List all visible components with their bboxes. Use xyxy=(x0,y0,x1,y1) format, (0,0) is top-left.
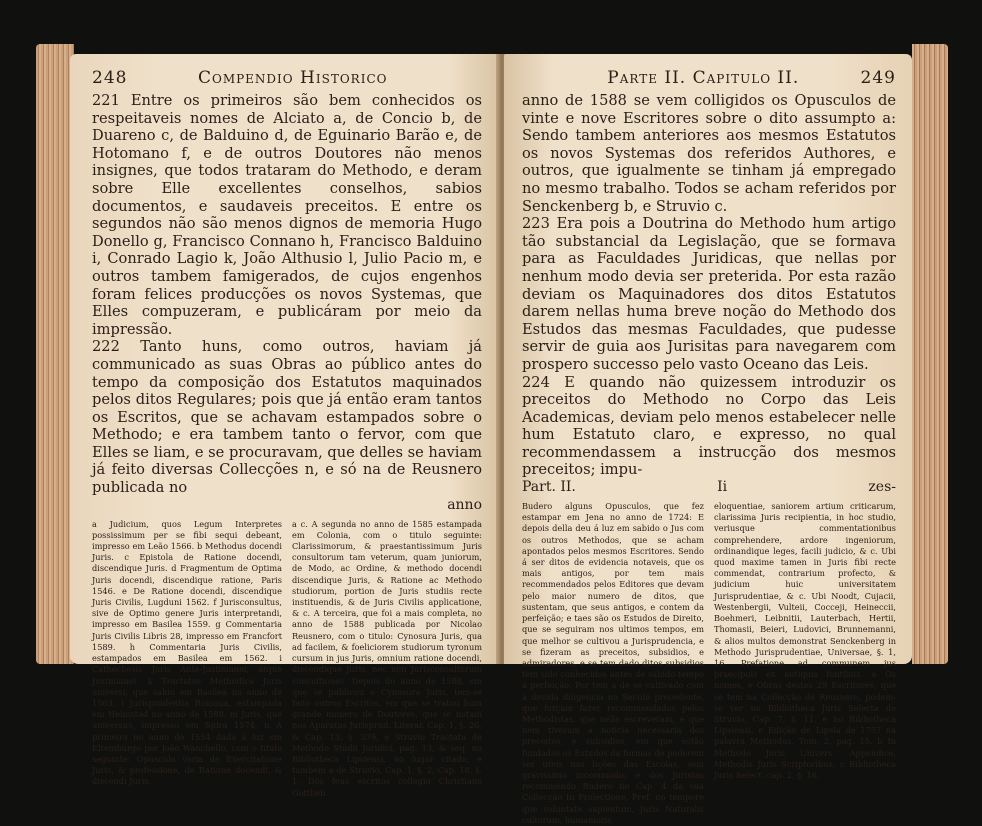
page-edges-left xyxy=(36,44,74,664)
right-footnotes-col2: eloquentiae, saniorem artium criticarum, clarissima Juris recipientia, in hoc studio, veriusque commentationibus comprehendere, ardore ingeniorum, ordinandique leges, facili judicio, & c. Ubi quod maxime tamen in Juris fibi recte commendat, contrarium profecto, & judicium huic universitatem Jurisprudentiae, & c. Ubi Noodt, Cujacii, Westenbergii, Vulteii, Cocceji, Heineccii, Boehmeri, Leibnitii, Lauterbach, Hertii, Thomasii, Beieri, Ludovici, Brunnemanni, & alios multos demonstrat Senckenberg in Methodo Jurisprudentiae, Universae, §. 1, 16. Prefatione ad communem jus praecipuis ex antiquis fontibus. a Os nomes, e Obras destes 29 Escritores, que se tem na Collecção de Reusnero, podem-se ver no Bibliotheca Juris Selecta de Struvio, Cap. 7, §. 11, e no Bibliotheca Lipsiensi, e Edição de Lipsia de 1757 na palavra Methodus, Tom. 2, pag. 15. b In Methodo Juris Univers. Appendice, Methodis Juris Scriptoribus. c Bibliotheca Juris Select. cap. 2, §. 16. xyxy=(714,501,896,780)
open-book xyxy=(36,14,948,825)
left-footnotes xyxy=(92,519,482,799)
right-running-title: Parte II. Capitulo II. xyxy=(607,68,800,88)
page-edges-right xyxy=(912,44,948,664)
left-running-title: Compendio Historico xyxy=(197,68,388,88)
right-signature-line xyxy=(522,479,896,495)
left-page-number: 248 xyxy=(92,68,128,88)
paragraph-222: 222 Tanto huns, como outros, haviam já communicado as suas Obras ao público antes do tempo da composição dos Estatutos maquinados pelos ditos Regulares; pois que já então eram tantos os Escritos, que se achavam estampados sobre o Methodo; e era tambem tanto o fervor, com que Elles se liam, e se procuravam, que delles se haviam já feito diversas Collecções n, e só na de Reusnero publicada no xyxy=(92,338,482,497)
signature-mark: Ii xyxy=(717,479,728,496)
paragraph-223: 223 Era pois a Doutrina do Methodo hum artigo tão substancial da Legislação, que se formava para as Faculdades Juridicas, que nellas por nenhum modo devia ser preterida. Por esta razão deviam os Maquinadores dos ditos Estatutos darem nellas huma breve noção do Methodo dos Estudos das mesmas Faculdades, que pudesse servir de guia aos Jurisitas para navegarem com prospero successo pelo vasto Oceano das Leis. xyxy=(522,215,896,373)
left-page xyxy=(70,54,500,798)
left-body xyxy=(92,92,482,497)
paragraph-221: 221 Entre os primeiros são bem conhecidos os respeitaveis nomes de Alciato a, de Concio b, de Duareno c, de Balduino d, de Eguinario Barão e, de Hotomano f, e de outros Doutores não menos insignes, que todos trataram do Methodo, e deram sobre Elle excellentes conselhos, sabios documentos, e saudaveis preceitos. E entre os segundos não são menos dignos de memoria Hugo Donello g, Francisco Connano h, Francisco Balduino i, Conrado Lagio k, João Althusio l, Julio Pacio m, e outros tambem famigerados, de cujos engenhos foram felices producções os novos Systemas, que Elles compuzeram, e publicáram por meio da impressão. xyxy=(92,92,482,338)
left-footnotes-col2: a c. A segunda no anno de 1585 estampada em Colonia, com o titulo seguinte: Clarissimorum, & praestantissimum Juris consultorum tam veterum, quam juniorum, de Modo, ac Ordine, & methodo docendi discendique Juris, & Ratione ac Methodo studiorum, portion de Juris studiis recte instituendis, & de Juris Civilis applicatione, & c. A terceira, que foi a mais completa, no anno de 1588 publicada por Nicolao Reusnero, com o titulo: Cynosura Juris, qua ad facilem, & foeliciorem studiorum tyronum cursum in jus Juris, omnium ratione docendi, discendique Juris, nec non Jurisconsultorum consultiones. Depois do anno de 1588, em que se publicou o Cynosura Juris, tem-se feito outros Escritos, em que se tratou hum grande numero de Doutores, que se notam nos Aparatus Jurisprud. Literar. Cap. 1, §. 26, & Cap. 13, §. 379, e Struvio Tractatu de Methodo Studii Juridici, pag. 13, & seq. no Bibliotheca Lipsiensi, no lugar citado, e tambem a de Struvio, Cap. 1, §. 2, Cap. 18, §. 1. Dos feus escritos collegio Christiano Gottlieb xyxy=(292,518,482,798)
left-footnotes-col1: a Judicium, quos Legum Interpretes possissimum per se fibi sequi debeant, impresso em Leão 1566. b Methodus docendi Juris. c Epistola de Ratione docendi, discendique Juris. d Fragmentum de Optima Juris docendi, discendique ratione, Paris 1546. e De Ratione docendi, discendique Juris Civilis, Lugduni 1562. f Jurisconsultus, sive de Optimo genere Juris interpretandi, impresso em Basilea 1559. g Commentaria Juris Civilis Libris 28, impresso em Francfort 1589. h Commentaria Juris Civilis, estampados em Basilea em 1562. i Cathechesis Juris Ante-Justinianei, atque Justinianei. k Tractatus Methodica Juris universi, que sahio em Basilea no anno de 1563. l Jurisprudentia Romana, estampada em Helmstad no anno de 1588. m Juris, que universus, impresso em Spira 1574. n A primeira no anno de 1554 dada á luz em Eltemburgo por João Wanchello, com o titulo seguinte: Opuscula varia de Exercitatione Juris, & professione, de Ratione docendi, & discendi Juris. xyxy=(92,518,282,787)
left-catchword: anno xyxy=(447,496,482,513)
paragraph-224: 224 E quando não quizessem introduzir os preceitos do Methodo no Corpo das Leis Academicas, deviam pelo menos estabelecer nelle hum Estatuto claro, e expresso, no qual recommendassem a instrucção dos mesmos preceitos; impu- xyxy=(522,373,896,479)
right-body xyxy=(522,92,896,479)
paragraph-continued: anno de 1588 se vem colligidos os Opusculos de vinte e nove Escritores sobre o dito assumpto a: Sendo tambem anteriores aos mesmos Estatutos os novos Systemas dos referidos Authores, e outros, que igualmente se tinham já empregado no mesmo trabalho. Todos se acham referidos por Senckenberg b, e Struvio c. xyxy=(522,92,896,215)
right-running-head xyxy=(522,68,896,88)
right-page-number: 249 xyxy=(860,68,896,88)
right-footnotes-col1: Budero alguns Opusculos, que fez estampar em Jena no anno de 1724: E depois della deu á luz em sabido o Jus com os outros Methodos, que se acham apontados pelos mesmos Escritores. Sendo á ser ditos de evidencia notaveis, que os mais antigos, por tem mais recommendados pelos Editores que devam pelo maior numero de ditos, que sustentam, que seus antigos, e contem da perfeição; e taes são os Estudos de Direito, que se seguiram nos ultimos tempos, em que melhor se cultivou a Jurisprudencia, e se fizeram as preceitos, subsidios, e admiradores, e se tem dado ditos subsidios tem sido conhecidos antes de sabido tempo á perfeição. Por tem a de se cultivado com a devida diligencia no Seculo precedente, que forçam fazer recommendados pelos Methodistas, que nelle escreveram, e que nem tiveram a noticia necessaria dos preceitos, e subsidios, em que estão fundados os Estudos da formas de poderem ser uteis nas lições das Escolas, sem gravissimo incommodo; e dos Juristas recommendo Budero no Cap. 4 da sua Collecção In Prolectione, Pref. no tempore que voluntate sapientum, Juris Naturalis cultorum, humanioris xyxy=(522,501,704,825)
left-running-head xyxy=(92,68,482,88)
signature-part: Part. II. xyxy=(522,479,576,496)
right-catchword: zes- xyxy=(868,479,896,496)
right-page xyxy=(504,54,912,825)
right-footnotes xyxy=(522,501,896,826)
